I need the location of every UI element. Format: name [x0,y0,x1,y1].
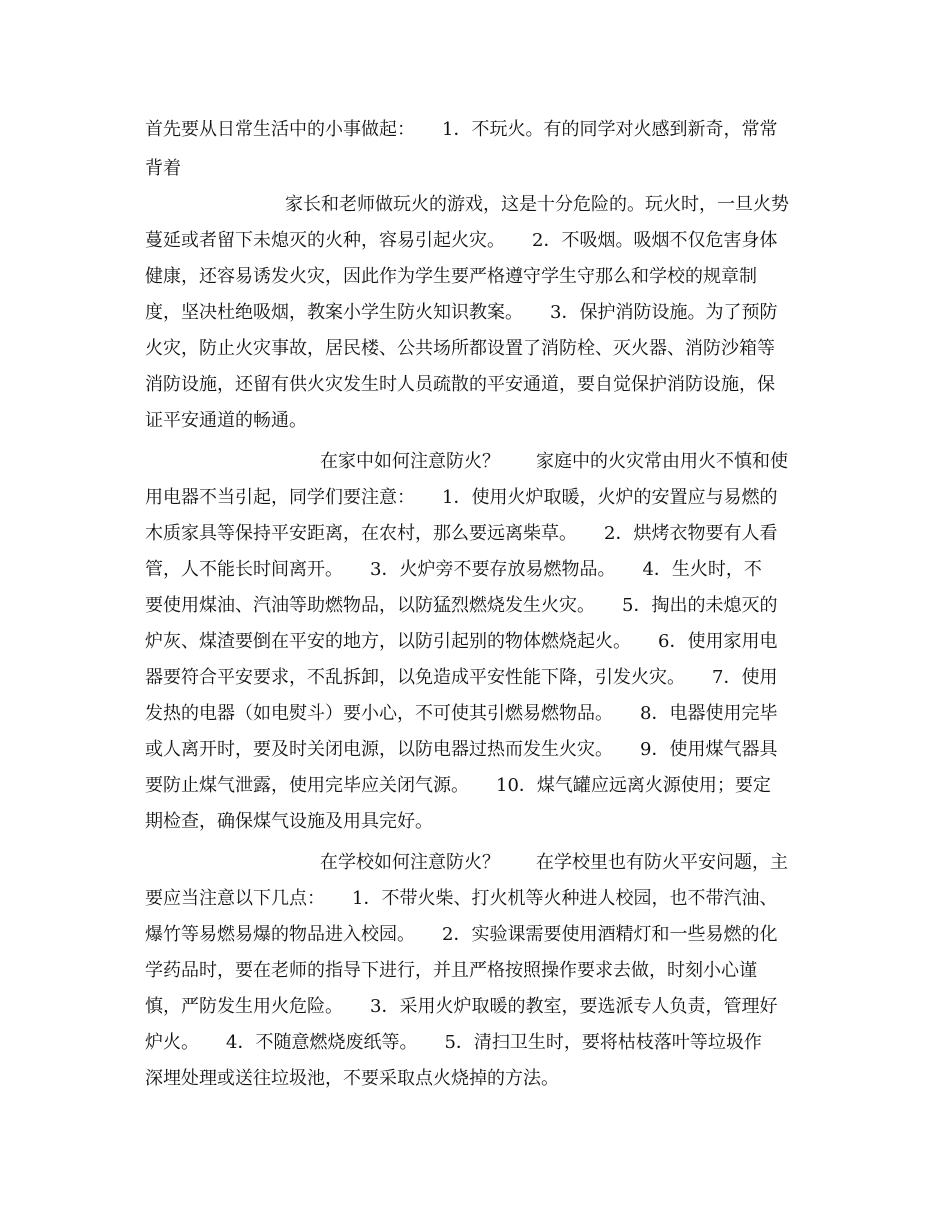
section-heading-line: 在学校如何注意防火？ 在学校里也有防火平安问题，主 [320,852,788,873]
text-line: 发热的电器（如电熨斗）要小心，不可使其引燃易燃物品。 8．电器使用完毕 [145,703,778,724]
text-line: 要防止煤气泄露，使用完毕应关闭气源。 10．煤气罐应远离火源使用；要定 [145,775,771,796]
text-line: 消防设施，还留有供火灾发生时人员疏散的平安通道，要自觉保护消防设施，保 [145,374,775,395]
text-line: 炉火。 4．不随意燃烧废纸等。 5．清扫卫生时，要将枯枝落叶等垃圾作 [145,1032,762,1053]
text-line: 健康，还容易诱发火灾，因此作为学生要严格遵守学生守那么和学校的规章制 [145,266,757,287]
text-line: 慎，严防发生用火危险。 3．采用火炉取暖的教室，要选派专人负责，管理好 [145,996,778,1017]
section-heading-line: 在家中如何注意防火？ 家庭中的火灾常由用火不慎和使 [320,451,788,472]
text-line: 背着 [145,158,181,179]
text-line: 首先要从日常生活中的小事做起： 1．不玩火。有的同学对火感到新奇，常常 [145,119,778,140]
text-line: 炉灰、煤渣要倒在平安的地方，以防引起别的物体燃烧起火。 6．使用家用电 [145,631,778,652]
text-line: 学药品时，要在老师的指导下进行，并且严格按照操作要求去做，时刻小心谨 [145,960,757,981]
text-line: 要应当注意以下几点： 1．不带火柴、打火机等火种进人校园，也不带汽油、 [145,888,778,909]
text-line: 蔓延或者留下未熄灭的火种，容易引起火灾。 2．不吸烟。吸烟不仅危害身体 [145,230,778,251]
text-line: 火灾，防止火灾事故，居民楼、公共场所都设置了消防栓、灭火器、消防沙箱等 [145,338,775,359]
text-line: 要使用煤油、汽油等助燃物品，以防猛烈燃烧发生火灾。 5．掏出的未熄灭的 [145,595,778,616]
text-line: 木质家具等保持平安距离，在农村，那么要远离柴草。 2．烘烤衣物要有人看 [145,523,778,544]
text-line: 器要符合平安要求，不乱拆卸，以免造成平安性能下降，引发火灾。 7．使用 [145,667,778,688]
text-line: 度，坚决杜绝吸烟，教案小学生防火知识教案。 3．保护消防设施。为了预防 [145,302,778,323]
text-line: 用电器不当引起，同学们要注意： 1．使用火炉取暖，火炉的安置应与易燃的 [145,487,778,508]
text-line: 期检查，确保煤气设施及用具完好。 [145,811,433,832]
text-line: 管，人不能长时间离开。 3．火炉旁不要存放易燃物品。 4．生火时，不 [145,559,762,580]
text-line: 或人离开时，要及时关闭电源，以防电器过热而发生火灾。 9．使用煤气器具 [145,739,778,760]
text-line: 爆竹等易燃易爆的物品进入校园。 2．实验课需要使用酒精灯和一些易燃的化 [145,924,778,945]
text-line: 证平安通道的畅通。 [145,410,307,431]
text-line: 家长和老师做玩火的游戏，这是十分危险的。玩火时，一旦火势 [285,194,789,215]
text-line: 深埋处理或送往垃圾池，不要采取点火烧掉的方法。 [145,1068,559,1089]
